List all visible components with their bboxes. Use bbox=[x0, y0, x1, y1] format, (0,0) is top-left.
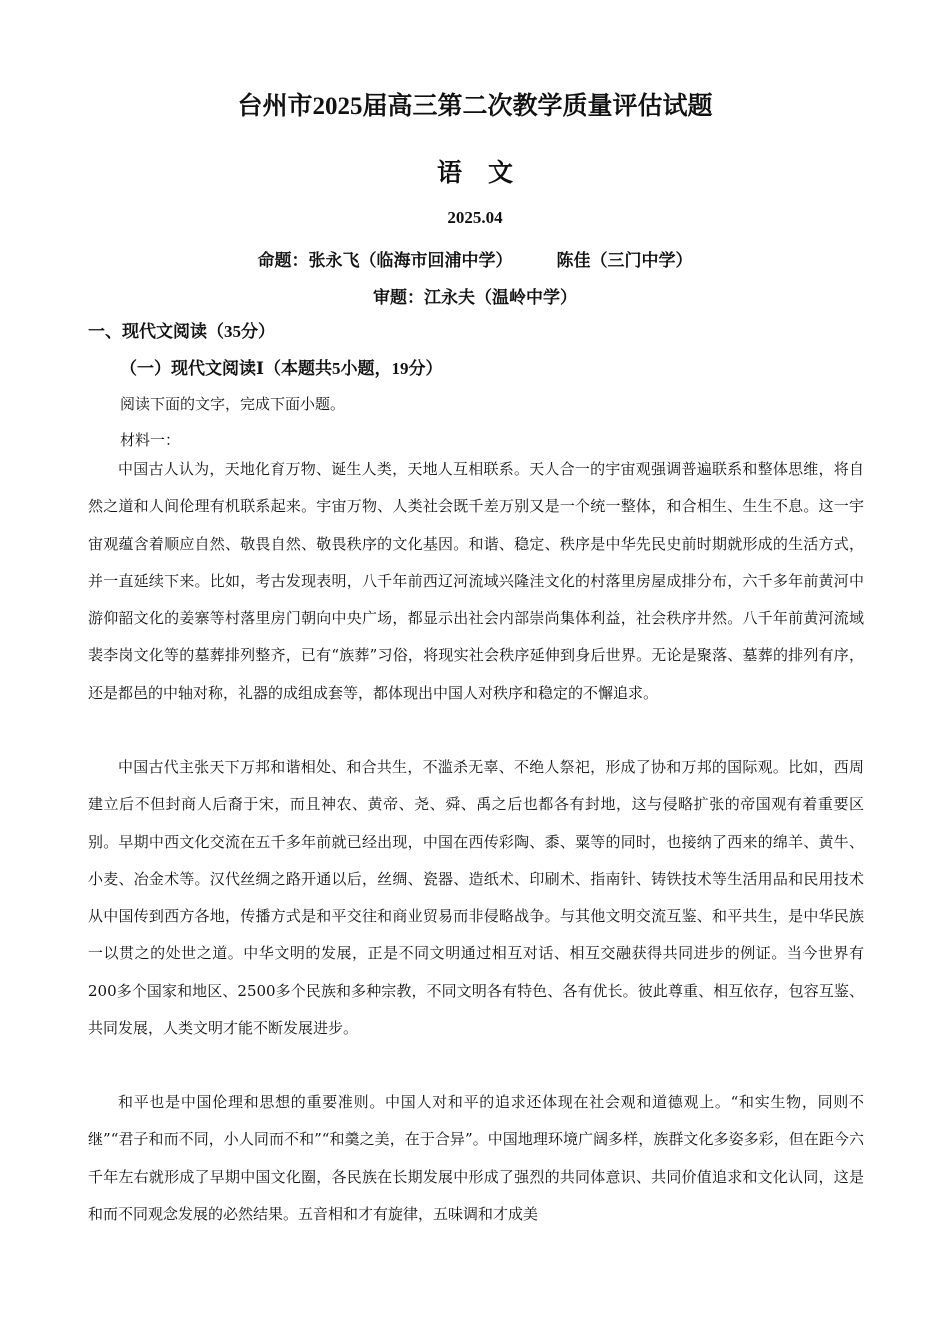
exam-title: 台州市2025届高三第二次教学质量评估试题 bbox=[237, 93, 713, 120]
paragraph: 中国古人认为，天地化育万物、诞生人类，天地人互相联系。天人合一的宇宙观强调普遍联系和整体思维，将自然之道和人间伦理有机联系起来。宇宙万物、人类社会既千差万别又是一个统一整体，和合相生、生生不息。这一宇宙观蕴含着顺应自然、敬畏自然、敬畏秩序的文化基因。和谐、稳定、秩序是中华先民史前时期就形成的生活方式，并一直延续下来。比如，考古发现表明，八千年前西辽河流域兴隆洼文化的村落里房屋成排分布，六千多年前黄河中游仰韶文化的姜寨等村落里房门朝向中央广场，都显示出社会内部崇尚集体利益，社会秩序井然。八千年前黄河流域裴李岗文化等的墓葬排列整齐，已有“族葬”习俗，将现实社会秩序延伸到身后世界。无论是聚落、墓葬的排列有序，还是都邑的中轴对称，礼器的成组成套等，都体现出中国人对秩序和稳定的不懈追求。 bbox=[88, 460, 864, 702]
paragraph: 和平也是中国伦理和思想的重要准则。中国人对和平的追求还体现在社会观和道德观上。“和实生物，同则不继”“君子和而不同，小人同而不和”“和羹之美，在于合异”。中国地理环境广阔多样，族群文化多姿多彩，但在距今六千年左右就形成了早期中国文化圈，各民族在长期发展中形成了强烈的共同体意识、共同价值追求和文化认同，这是和而不同观念发展的必然结果。五音相和才有旋律，五味调和才成美 bbox=[88, 1093, 864, 1223]
material-label: 材料一： bbox=[120, 431, 181, 449]
subject-title: 语文 bbox=[436, 160, 539, 187]
exam-date: 2025.04 bbox=[447, 208, 503, 227]
reviewer-line: 审题：江永夫（温岭中学） bbox=[373, 288, 577, 307]
author-1: 命题：张永飞（临海市回浦中学） bbox=[257, 251, 513, 270]
section-heading: 一、现代文阅读（35分） bbox=[88, 322, 275, 341]
authors-line bbox=[0, 246, 950, 271]
subsection-heading: （一）现代文阅读Ⅰ（本题共5小题，19分） bbox=[120, 359, 443, 378]
instruction-text: 阅读下面的文字，完成下面小题。 bbox=[120, 395, 346, 413]
paragraph: 中国古代主张天下万邦和谐相处、和合共生，不滥杀无辜、不绝人祭祀，形成了协和万邦的国际观。比如，西周建立后不但封商人后裔于宋，而且神农、黄帝、尧、舜、禹之后也都各有封地，这与侵略扩张的帝国观有着重要区别。早期中西文化交流在五千多年前就已经出现，中国在西传彩陶、黍、粟等的同时，也接纳了西来的绵羊、黄牛、小麦、冶金术等。汉代丝绸之路开通以后，丝绸、瓷器、造纸术、印刷术、指南针、铸铁技术等生活用品和民用技术从中国传到西方各地，传播方式是和平交往和商业贸易而非侵略战争。与其他文明交流互鉴、和平共生，是中华民族一以贯之的处世之道。中华文明的发展，正是不同文明通过相互对话、相互交融获得共同进步的例证。当今世界有200多个国家和地区、2500多个民族和多种宗教，不同文明各有特色、各有优长。彼此尊重、相互依存，包容互鉴、共同发展，人类文明才能不断发展进步。 bbox=[88, 758, 864, 1038]
author-2: 陈佳（三门中学） bbox=[556, 251, 693, 270]
